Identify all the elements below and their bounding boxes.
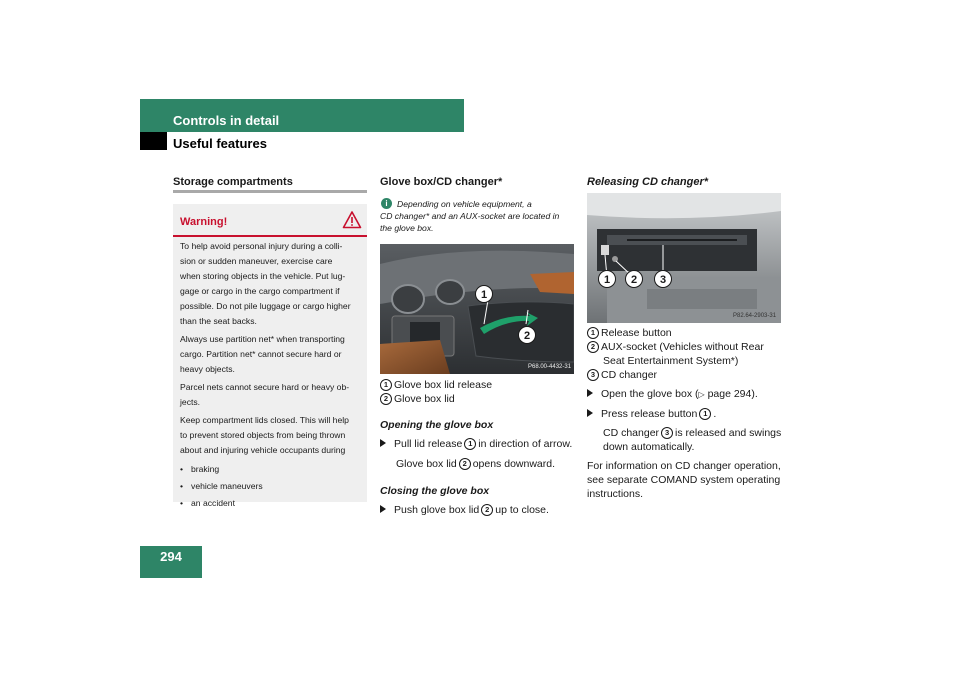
page-number: 294 — [160, 549, 182, 564]
cd-legend — [587, 326, 787, 382]
warning-line: than the seat backs. — [180, 316, 257, 326]
legend-item: 2 AUX-socket (Vehicles without Rear — [587, 340, 787, 354]
info-line: CD changer* and an AUX-socket are located in — [380, 211, 560, 221]
warning-text — [180, 239, 366, 512]
header-marker — [140, 132, 167, 150]
legend-item: 1 Release button — [587, 326, 787, 340]
closing-step: Push glove box lid 2 up to close. — [380, 503, 580, 517]
warning-line: sion or sudden maneuver, exercise care — [180, 256, 333, 266]
info-icon: i — [381, 198, 392, 209]
callout-2: 2 — [625, 270, 643, 288]
opening-heading: Opening the glove box — [380, 419, 494, 431]
section-subtitle: Useful features — [173, 136, 267, 151]
bullet-item: • an accident — [180, 498, 235, 508]
storage-heading: Storage compartments — [173, 176, 293, 188]
callout-1: 1 — [475, 285, 493, 303]
legend-item-continued: Seat Entertainment System*) — [603, 355, 739, 367]
cd-note: For information on CD changer operation, see separate COMAND system operating instructions. — [587, 460, 781, 500]
bullet-item: • braking — [180, 464, 220, 474]
callout-2: 2 — [518, 326, 536, 344]
warning-triangle-icon — [342, 210, 362, 230]
step-arrow-icon — [587, 409, 593, 417]
cd-result: CD changer 3 is released and swings down automatically. — [603, 427, 782, 453]
opening-step: Pull lid release 1 in direction of arrow. — [380, 437, 580, 451]
warning-line: when storing objects in the vehicle. Put lug- — [180, 271, 346, 281]
warning-line: possible. Do not pile luggage or cargo higher — [180, 301, 351, 311]
photo-code: P68.00-4432-31 — [528, 364, 572, 370]
callout-1: 1 — [598, 270, 616, 288]
warning-title: Warning! — [180, 216, 228, 228]
warning-line: Keep compartment lids closed. This will help — [180, 415, 349, 425]
step-arrow-icon — [587, 389, 593, 397]
step-arrow-icon — [380, 439, 386, 447]
warning-line: Always use partition net* when transporting — [180, 334, 345, 344]
legend-item: 3 CD changer — [587, 368, 787, 382]
glovebox-interior-illustration — [587, 193, 781, 323]
dashboard-illustration — [380, 244, 574, 374]
section-title: Controls in detail — [173, 113, 280, 128]
warning-line: to prevent stored objects from being thrown — [180, 430, 346, 440]
warning-rule — [173, 235, 367, 237]
warning-line: To help avoid personal injury during a colli- — [180, 241, 343, 251]
warning-line: cargo. Partition net* cannot secure hard or — [180, 349, 342, 359]
warning-line: gage or cargo in the cargo compartment if — [180, 286, 340, 296]
cd-changer-photo — [587, 193, 781, 323]
info-line: Depending on vehicle equipment, a — [397, 199, 532, 209]
callout-3: 3 — [654, 270, 672, 288]
cd-step-2: Press release button 1 . — [587, 407, 787, 421]
closing-heading: Closing the glove box — [380, 485, 490, 497]
warning-line: about and injuring vehicle occupants during — [180, 445, 346, 455]
step-arrow-icon — [380, 505, 386, 513]
glovebox-photo — [380, 244, 574, 374]
glovebox-legend — [380, 378, 580, 406]
legend-item: 2 Glove box lid — [380, 392, 580, 406]
bullet-item: • vehicle maneuvers — [180, 481, 263, 491]
warning-line: jects. — [180, 397, 201, 407]
warning-line: heavy objects. — [180, 364, 235, 374]
heading-rule — [173, 190, 367, 193]
glovebox-heading: Glove box/CD changer* — [380, 176, 503, 188]
warning-line: Parcel nets cannot secure hard or heavy ob- — [180, 382, 350, 392]
legend-item: 1 Glove box lid release — [380, 378, 580, 392]
photo-code: P82.64-2903-31 — [733, 313, 777, 319]
cd-step-1: Open the glove box (▷ page 294). — [587, 387, 787, 402]
info-line: the glove box. — [380, 223, 434, 233]
opening-result: Glove box lid 2 opens downward. — [396, 458, 556, 470]
cd-heading: Releasing CD changer* — [587, 176, 709, 188]
